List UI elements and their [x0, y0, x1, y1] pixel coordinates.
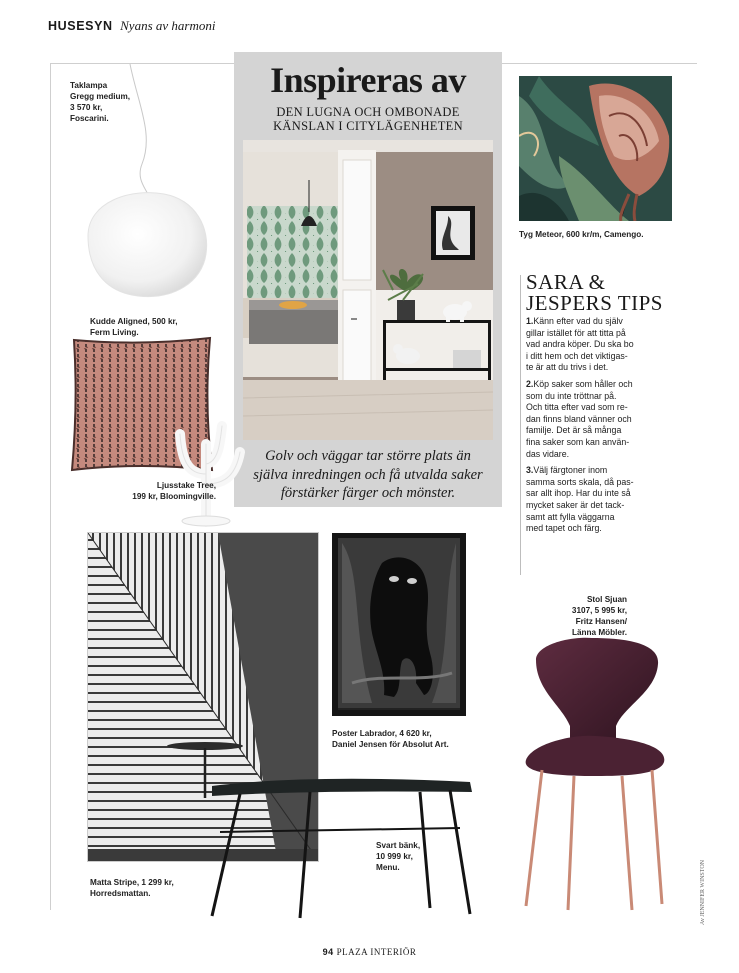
tips-rule: [520, 275, 521, 575]
tip-item: 1.Känn efter vad du själv gillar istället för att titta på vad andra köper. Du ska bo i ditt hem och det viktigas- te är att du trivs i det.: [526, 316, 634, 373]
fabric-caption: Tyg Meteor, 600 kr/m, Camengo.: [519, 230, 644, 239]
feature-title: Inspireras av: [270, 60, 466, 100]
poster-labrador-image: [332, 533, 466, 716]
page-number: 94: [322, 947, 334, 957]
frame-line-left: [50, 63, 51, 910]
tip-item: 3.Välj färgtoner inom samma sorts skala, då pas- sar allt ihop. Har du inte så mycket saker är det tack- samt att fylla väggarna med tapet och färg.: [526, 465, 634, 534]
poster-caption: Poster Labrador, 4 620 kr, Daniel Jensen för Absolut Art.: [332, 729, 449, 749]
feature-subtitle: DEN LUGNA OCH OMBONADE KÄNSLAN I CITYLÄGENHETEN: [273, 105, 463, 133]
candle-holder-image: [170, 404, 250, 528]
section-name: HUSESYN: [48, 19, 113, 33]
room-photo: [243, 140, 493, 440]
page-footer: [0, 947, 739, 957]
rug-caption: Matta Stripe, 1 299 kr, Horredsmattan.: [90, 878, 174, 898]
candle-caption: Ljusstake Tree, 199 kr, Bloomingville.: [132, 481, 216, 501]
page-header: [48, 18, 215, 34]
tips-list: [526, 316, 666, 540]
chair-sjuan-image: [512, 630, 672, 915]
fabric-meteor-image: [519, 76, 672, 221]
magazine-name: PLAZA INTERIÖR: [336, 947, 417, 957]
tips-title: SARA & JESPERS TIPS: [526, 270, 663, 315]
chair-caption: Stol Sjuan 3107, 5 995 kr, Fritz Hansen/ Länna Möbler.: [571, 595, 627, 637]
section-subtitle: Nyans av harmoni: [120, 18, 216, 33]
photo-credit: Av JENNIFER WINSTON: [700, 860, 706, 926]
feature-quote: Golv och väggar tar större plats än själva inredningen och få utvalda saker förstärker färger och mönster.: [253, 448, 483, 501]
lamp-caption: Taklampa Gregg medium, 3 570 kr, Foscarini.: [70, 81, 131, 123]
cushion-caption: Kudde Aligned, 500 kr, Ferm Living.: [90, 317, 178, 337]
bench-caption: Svart bänk, 10 999 kr, Menu.: [376, 841, 421, 872]
tip-item: 2.Köp saker som håller och som du inte tröttnar på. Och titta efter vad som re- dan finns bland vänner och familje. Det är så många fina saker som kan använ- das vidare.: [526, 378, 633, 459]
bench-image: [160, 738, 480, 920]
